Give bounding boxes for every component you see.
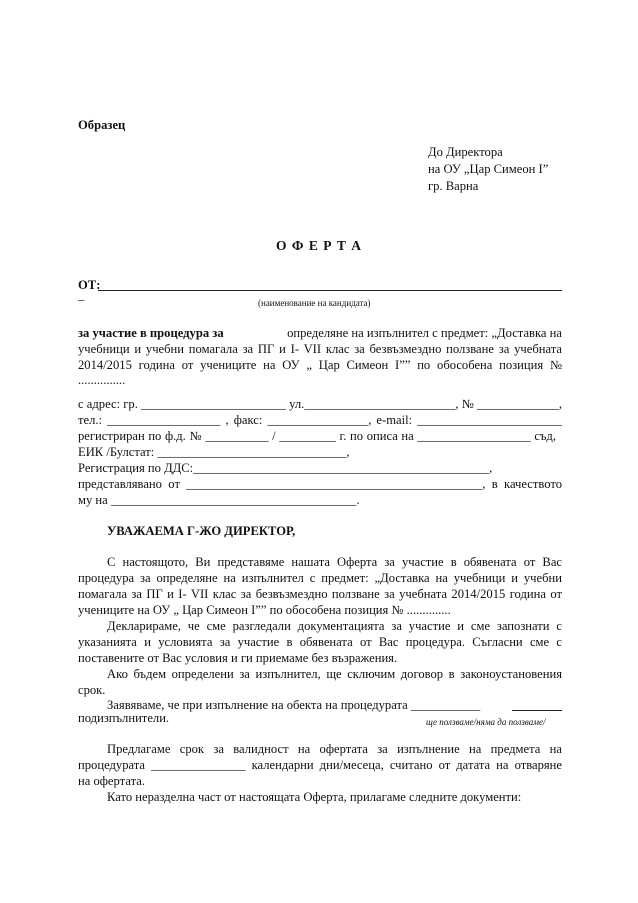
field-address: с адрес: гр. _______________________ ул.________________________, № _____________,: [78, 397, 562, 411]
body-p5-line-3: на офертата.: [78, 774, 145, 788]
purpose-line-1: [78, 325, 562, 341]
from-underline: [98, 290, 562, 291]
field-registration: регистриран по ф.д. № __________ / _________ г. по описа на __________________ съд,: [78, 429, 556, 443]
salutation: УВАЖАЕМА Г-ЖО ДИРЕКТОР,: [107, 524, 296, 538]
purpose-line-2: учебници и учебни помагала за ПГ и I- VII клас за безвъзмездно ползване за учебната: [78, 342, 562, 356]
addressee-line-2: на ОУ „Цар Симеон I”: [428, 162, 549, 176]
body-p2-line-3: поставените от Вас условия и ги приемаме без възражения.: [78, 651, 398, 665]
field-eik: ЕИК /Булстат: ______________________________,: [78, 445, 350, 459]
field-phone-fax-email: тел.: __________________ , факс: ________________, e-mail: _______________________: [78, 413, 562, 427]
purpose-line-1-rest: определяне на изпълнител с предмет: „Доставка на: [287, 326, 562, 340]
from-caption: (наименование на кандидата): [258, 298, 371, 308]
addressee-line-3: гр. Варна: [428, 179, 479, 193]
purpose-lead: за участие в процедура за: [78, 326, 224, 340]
body-p2-line-1: Декларираме, че сме разгледали документацията за участие и сме запознати с: [107, 619, 562, 633]
body-p3-line-2: срок.: [78, 683, 106, 697]
purpose-line-4: ...............: [78, 373, 126, 387]
body-p3-line-1: Ако бъдем определени за изпълнител, ще сключим договор в законоустановения: [107, 667, 562, 681]
body-p4-note: ще ползваме/няма да ползваме/: [426, 717, 546, 727]
field-vat: Регистрация по ДДС:_______________________________________________,: [78, 461, 493, 475]
from-label: ОТ:: [78, 278, 101, 292]
body-p2-line-2: указанията и условията за участие в обявената от Вас процедура. Съгласни сме с: [78, 635, 562, 649]
body-p6-line-1: Като неразделна част от настоящата Оферта, прилагаме следните документи:: [107, 790, 522, 804]
body-p5-line-1: Предлагаме срок за валидност на офертата за изпълнение на предмета на: [107, 742, 562, 756]
addressee-line-1: До Директора: [428, 145, 503, 159]
body-p1-line-2: процедура за определяне на изпълнител с предмет: „Доставка на учебници и учебни: [78, 571, 562, 585]
body-p4-blank-underline: [512, 710, 562, 711]
body-p1-line-3: помагала за ПГ и I- VII клас за безвъзмездно ползване за учебната 2014/2015 година от: [78, 587, 562, 601]
document-title: О Ф Е Р Т А: [276, 238, 362, 253]
purpose-line-3: 2014/2015 година от учениците на ОУ „ Цар Симеон I”” по обособена позиция №: [78, 358, 562, 372]
body-p1-line-4: учениците на ОУ „ Цар Симеон I”” по обособена позиция № ..............: [78, 603, 451, 617]
field-capacity: му на _______________________________________.: [78, 493, 360, 507]
body-p4-line-2: подизпълнители.: [78, 711, 170, 725]
from-continuation: _: [78, 288, 85, 302]
field-represented-by: представлявано от _______________________________________________, в качеството: [78, 477, 562, 491]
body-p5-line-2: процедурата _______________ календарни дни/месеца, считано от датата на отваряне: [78, 758, 562, 772]
body-p4-line-1: Заявяваме, че при изпълнение на обекта на процедурата ___________: [107, 698, 481, 712]
body-p1-line-1: С настоящото, Ви представяме нашата Оферта за участие в обявената от Вас: [107, 555, 562, 569]
sample-label: Образец: [78, 118, 126, 132]
